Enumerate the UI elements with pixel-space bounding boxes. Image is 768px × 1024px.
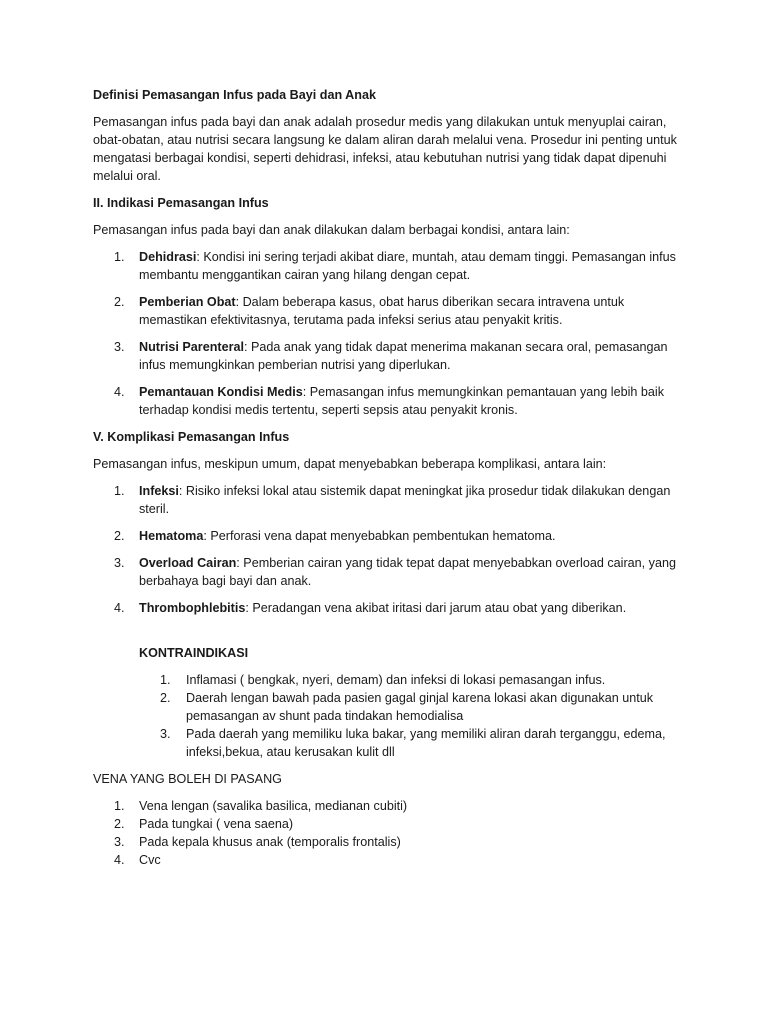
list-item	[139, 725, 683, 761]
list-item	[139, 689, 683, 725]
intro-paragraph: Pemasangan infus pada bayi dan anak adalah prosedur medis yang dilakukan untuk menyuplai cairan, obat-obatan, atau nutrisi secara langsung ke dalam aliran darah melalui vena. Prosedur ini penting untuk mengatasi berbagai kondisi, seperti dehidrasi, infeksi, atau kebutuhan nutrisi yang tidak dapat dipenuhi melalui oral.	[93, 115, 677, 183]
list-text: : Peradangan vena akibat iritasi dari jarum atau obat yang diberikan.	[245, 601, 627, 615]
list-text: : Pada anak yang tidak dapat menerima makanan secara oral, pemasangan infus memungkinkan pemberian nutrisi yang diperlukan.	[139, 340, 668, 372]
list-number: 1.	[114, 484, 125, 498]
list-item	[93, 599, 683, 617]
list-text: : Dalam beberapa kasus, obat harus diberikan secara intravena untuk memastikan efektivitasnya, terutama pada infeksi serius atau penyakit kritis.	[139, 295, 625, 327]
komplikasi-lead: Pemasangan infus, meskipun umum, dapat menyebabkan beberapa komplikasi, antara lain:	[93, 457, 607, 471]
list-text: : Pemasangan infus memungkinkan pemantauan yang lebih baik terhadap kondisi medis tertentu, seperti sepsis atau penyakit kronis.	[139, 385, 665, 417]
list-text: Pada tungkai ( vena saena)	[139, 817, 294, 831]
list-item	[93, 554, 683, 590]
list-number: 2.	[114, 295, 125, 309]
list-number: 1.	[114, 250, 125, 264]
komplikasi-list	[93, 482, 683, 617]
list-item	[93, 851, 683, 869]
list-number: 3.	[114, 556, 125, 570]
list-term: Pemantauan Kondisi Medis	[139, 385, 303, 399]
list-item	[139, 671, 683, 689]
list-text: Cvc	[139, 853, 161, 867]
list-item	[93, 482, 683, 518]
list-number: 1.	[160, 673, 171, 687]
section-heading-kontraindikasi: KONTRAINDIKASI	[139, 646, 249, 660]
vena-list	[93, 797, 683, 869]
kontraindikasi-section	[93, 644, 683, 761]
list-number: 2.	[114, 817, 125, 831]
document-body	[93, 86, 683, 869]
list-text: Daerah lengan bawah pada pasien gagal ginjal karena lokasi akan digunakan untuk pemasangan av shunt pada tindakan hemodialisa	[186, 691, 654, 723]
list-number: 3.	[114, 835, 125, 849]
list-number: 1.	[114, 799, 125, 813]
list-term: Thrombophlebitis	[139, 601, 246, 615]
list-item	[93, 338, 683, 374]
list-text: Pada daerah yang memiliku luka bakar, yang memiliki aliran darah terganggu, edema, infeksi,bekua, atau kerusakan kulit dll	[186, 727, 666, 759]
document-title: Definisi Pemasangan Infus pada Bayi dan Anak	[93, 88, 376, 102]
list-item	[93, 797, 683, 815]
kontraindikasi-list	[139, 671, 683, 761]
section-heading-vena: VENA YANG BOLEH DI PASANG	[93, 772, 282, 786]
list-item	[93, 527, 683, 545]
list-text: : Kondisi ini sering terjadi akibat diare, muntah, atau demam tinggi. Pemasangan infus membantu menggantikan cairan yang hilang dengan cepat.	[139, 250, 676, 282]
list-term: Overload Cairan	[139, 556, 237, 570]
list-number: 4.	[114, 385, 125, 399]
list-text: Inflamasi ( bengkak, nyeri, demam) dan infeksi di lokasi pemasangan infus.	[186, 673, 606, 687]
list-item	[93, 833, 683, 851]
list-term: Pemberian Obat	[139, 295, 236, 309]
list-text: : Pemberian cairan yang tidak tepat dapat menyebabkan overload cairan, yang berbahaya bagi bayi dan anak.	[139, 556, 676, 588]
list-term: Nutrisi Parenteral	[139, 340, 244, 354]
list-item	[93, 815, 683, 833]
list-number: 2.	[114, 529, 125, 543]
list-term: Infeksi	[139, 484, 179, 498]
indikasi-lead: Pemasangan infus pada bayi dan anak dilakukan dalam berbagai kondisi, antara lain:	[93, 223, 570, 237]
list-term: Dehidrasi	[139, 250, 197, 264]
list-number: 4.	[114, 601, 125, 615]
list-number: 3.	[160, 727, 171, 741]
list-term: Hematoma	[139, 529, 204, 543]
list-text: : Perforasi vena dapat menyebabkan pembentukan hematoma.	[203, 529, 556, 543]
section-heading-komplikasi: V. Komplikasi Pemasangan Infus	[93, 430, 290, 444]
list-item	[93, 293, 683, 329]
indikasi-list	[93, 248, 683, 419]
list-number: 4.	[114, 853, 125, 867]
list-item	[93, 248, 683, 284]
list-number: 3.	[114, 340, 125, 354]
section-heading-indikasi: II. Indikasi Pemasangan Infus	[93, 196, 269, 210]
list-number: 2.	[160, 691, 171, 705]
list-text: : Risiko infeksi lokal atau sistemik dapat meningkat jika prosedur tidak dilakukan dengan steril.	[139, 484, 671, 516]
list-item	[93, 383, 683, 419]
list-text: Vena lengan (savalika basilica, medianan cubiti)	[139, 799, 408, 813]
list-text: Pada kepala khusus anak (temporalis frontalis)	[139, 835, 401, 849]
